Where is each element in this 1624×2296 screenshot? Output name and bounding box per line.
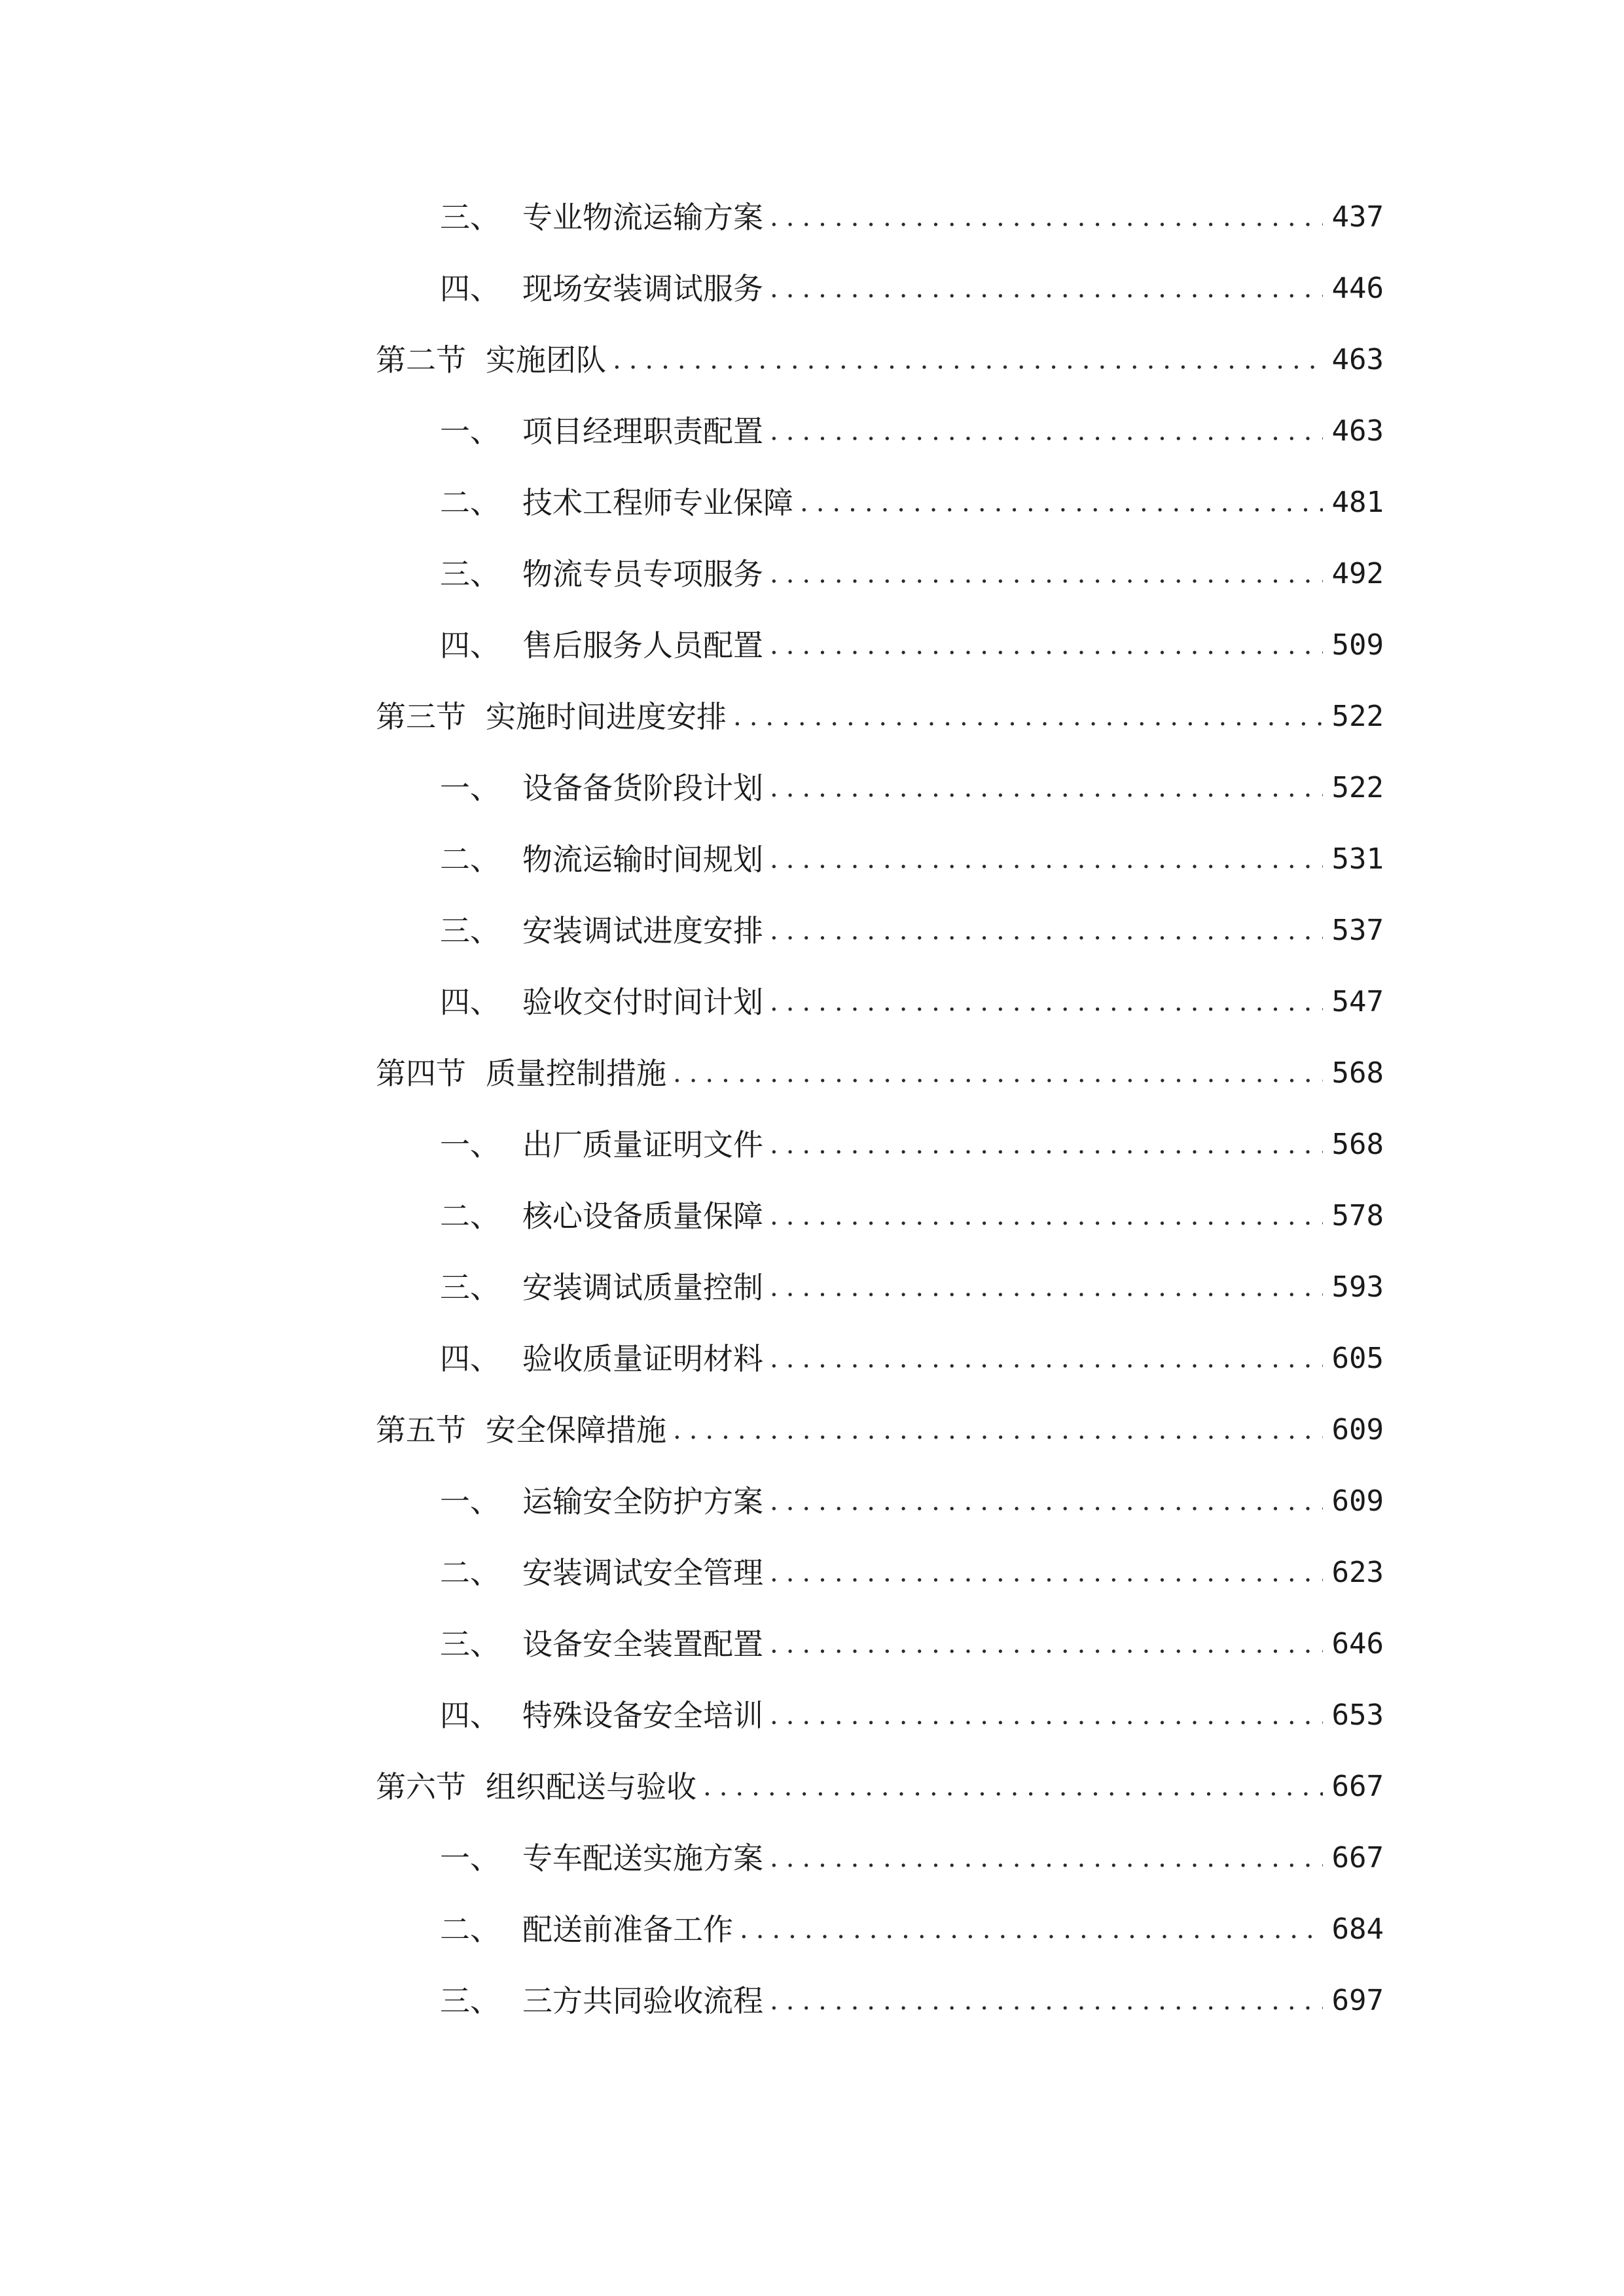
dot-leader: [770, 1689, 1323, 1742]
dot-leader: [740, 1903, 1323, 1956]
toc-entry-number: 三、: [440, 1270, 500, 1305]
toc-entry-page: 667: [1331, 1841, 1384, 1874]
toc-entry-title: 专业物流运输方案: [522, 200, 763, 235]
toc-entry-title: 技术工程师专业保障: [522, 485, 793, 520]
toc-entry-title: 配送前准备工作: [522, 1912, 733, 1947]
toc-entry-page: 522: [1331, 771, 1384, 804]
toc-entry-page: 605: [1331, 1342, 1384, 1375]
toc-section-title: 组织配送与验收: [486, 1769, 696, 1804]
toc-entry-number: 四、: [440, 984, 500, 1020]
toc-entry-number: 一、: [440, 1484, 500, 1519]
toc-entry-page: 667: [1331, 1770, 1384, 1803]
toc-entry-title: 项目经理职责配置: [522, 414, 763, 449]
dot-leader: [770, 405, 1323, 457]
toc-section-title: 安全保障措施: [486, 1412, 666, 1448]
toc-entry[interactable]: [440, 1975, 1384, 2027]
dot-leader: [770, 619, 1323, 672]
dot-leader: [770, 905, 1323, 957]
toc-entry[interactable]: [440, 1689, 1384, 1742]
toc-entry-page: 578: [1331, 1199, 1384, 1232]
dot-leader: [770, 1975, 1323, 2027]
toc-entry-title: 安装调试质量控制: [522, 1270, 763, 1305]
toc-section-entry[interactable]: [376, 1047, 1384, 1100]
dot-leader: [770, 1190, 1323, 1242]
toc-entry[interactable]: [440, 1261, 1384, 1314]
toc-section-entry[interactable]: [376, 691, 1384, 743]
toc-entry[interactable]: [440, 548, 1384, 600]
toc-entry[interactable]: [440, 619, 1384, 672]
toc-entry-page: 623: [1331, 1556, 1384, 1589]
toc-entry-number: 四、: [440, 271, 500, 306]
toc-entry[interactable]: [440, 191, 1384, 243]
toc-entry-title: 出厂质量证明文件: [522, 1127, 763, 1162]
dot-leader: [800, 476, 1323, 529]
toc-entry-page: 537: [1331, 914, 1384, 947]
toc-entry[interactable]: [440, 905, 1384, 957]
toc-entry-title: 安装调试安全管理: [522, 1555, 763, 1590]
toc-entry[interactable]: [440, 1119, 1384, 1171]
toc-section-entry[interactable]: [376, 334, 1384, 386]
dot-leader: [613, 334, 1323, 386]
toc-entry-page: 522: [1331, 700, 1384, 733]
toc-entry-title: 物流运输时间规划: [522, 842, 763, 877]
dot-leader: [770, 548, 1323, 600]
toc-entry-title: 设备安全装置配置: [522, 1626, 763, 1662]
toc-entry-number: 三、: [440, 913, 500, 948]
toc-entry-number: 三、: [440, 556, 500, 592]
toc-entry-number: 一、: [440, 770, 500, 806]
toc-section-number: 第五节: [376, 1412, 466, 1448]
toc-section-title: 质量控制措施: [486, 1056, 666, 1091]
dot-leader: [770, 1832, 1323, 1884]
toc-entry[interactable]: [440, 833, 1384, 886]
toc-entry-title: 售后服务人员配置: [522, 628, 763, 663]
toc-entry-page: 547: [1331, 985, 1384, 1018]
toc-entry-title: 验收质量证明材料: [522, 1341, 763, 1376]
toc-entry-title: 物流专员专项服务: [522, 556, 763, 592]
toc-entry-page: 509: [1331, 628, 1384, 662]
dot-leader: [770, 262, 1323, 315]
toc-entry-number: 三、: [440, 1983, 500, 2018]
toc-entry-number: 二、: [440, 485, 500, 520]
toc-entry[interactable]: [440, 1333, 1384, 1385]
toc-entry-title: 设备备货阶段计划: [522, 770, 763, 806]
toc-entry-number: 四、: [440, 628, 500, 663]
dot-leader: [770, 1475, 1323, 1528]
toc-entry-page: 463: [1331, 343, 1384, 376]
toc-section-title: 实施时间进度安排: [486, 699, 727, 734]
toc-entry-number: 一、: [440, 1127, 500, 1162]
dot-leader: [770, 1119, 1323, 1171]
dot-leader: [770, 833, 1323, 886]
toc-entry-page: 437: [1331, 200, 1384, 234]
toc-entry[interactable]: [440, 1475, 1384, 1528]
toc-entry-number: 一、: [440, 1840, 500, 1876]
toc-entry-number: 二、: [440, 842, 500, 877]
toc-entry[interactable]: [440, 976, 1384, 1028]
toc-entry-title: 安装调试进度安排: [522, 913, 763, 948]
toc-entry-number: 一、: [440, 414, 500, 449]
toc-entry[interactable]: [440, 405, 1384, 457]
toc-entry-number: 二、: [440, 1912, 500, 1947]
dot-leader: [770, 1261, 1323, 1314]
dot-leader: [703, 1761, 1323, 1813]
toc-entry-page: 609: [1331, 1413, 1384, 1446]
toc-entry-page: 684: [1331, 1912, 1384, 1946]
toc-entry-page: 697: [1331, 1984, 1384, 2017]
toc-entry-number: 三、: [440, 1626, 500, 1662]
toc-entry-page: 531: [1331, 842, 1384, 876]
toc-entry-title: 专车配送实施方案: [522, 1840, 763, 1876]
dot-leader: [770, 1547, 1323, 1599]
toc-entry-title: 现场安装调试服务: [522, 271, 763, 306]
toc-section-entry[interactable]: [376, 1404, 1384, 1456]
toc-entry-page: 568: [1331, 1128, 1384, 1161]
toc-section-number: 第六节: [376, 1769, 466, 1804]
toc-entry-title: 核心设备质量保障: [522, 1198, 763, 1234]
dot-leader: [770, 762, 1323, 814]
toc-entry[interactable]: [440, 1618, 1384, 1670]
dot-leader: [673, 1404, 1323, 1456]
dot-leader: [770, 191, 1323, 243]
toc-section-number: 第四节: [376, 1056, 466, 1091]
toc-section-title: 实施团队: [486, 342, 606, 378]
toc-entry-page: 593: [1331, 1270, 1384, 1304]
toc-entry-page: 653: [1331, 1698, 1384, 1732]
toc-entry-title: 特殊设备安全培训: [522, 1698, 763, 1733]
toc-entry[interactable]: [440, 1547, 1384, 1599]
toc-entry-page: 568: [1331, 1056, 1384, 1090]
toc-section-number: 第三节: [376, 699, 466, 734]
toc-entry-number: 二、: [440, 1198, 500, 1234]
toc-entry-page: 646: [1331, 1627, 1384, 1660]
dot-leader: [770, 976, 1323, 1028]
dot-leader: [733, 691, 1323, 743]
toc-entry-title: 验收交付时间计划: [522, 984, 763, 1020]
toc-entry-number: 三、: [440, 200, 500, 235]
dot-leader: [770, 1618, 1323, 1670]
toc-entry-page: 446: [1331, 272, 1384, 305]
toc-entry-page: 609: [1331, 1484, 1384, 1518]
toc-entry-title: 三方共同验收流程: [522, 1983, 763, 2018]
toc-entry-number: 四、: [440, 1341, 500, 1376]
toc-entry-page: 463: [1331, 414, 1384, 448]
toc-entry[interactable]: [440, 1190, 1384, 1242]
toc-entry-page: 492: [1331, 557, 1384, 590]
toc-entry-page: 481: [1331, 486, 1384, 519]
toc-entry[interactable]: [440, 762, 1384, 814]
toc-section-entry[interactable]: [376, 1761, 1384, 1813]
toc-entry[interactable]: [440, 476, 1384, 529]
toc-entry[interactable]: [440, 1832, 1384, 1884]
toc-entry-number: 四、: [440, 1698, 500, 1733]
toc-entry[interactable]: [440, 1903, 1384, 1956]
toc-entry-title: 运输安全防护方案: [522, 1484, 763, 1519]
toc-section-number: 第二节: [376, 342, 466, 378]
dot-leader: [673, 1047, 1323, 1100]
toc-entry-number: 二、: [440, 1555, 500, 1590]
toc-entry[interactable]: [440, 262, 1384, 315]
dot-leader: [770, 1333, 1323, 1385]
